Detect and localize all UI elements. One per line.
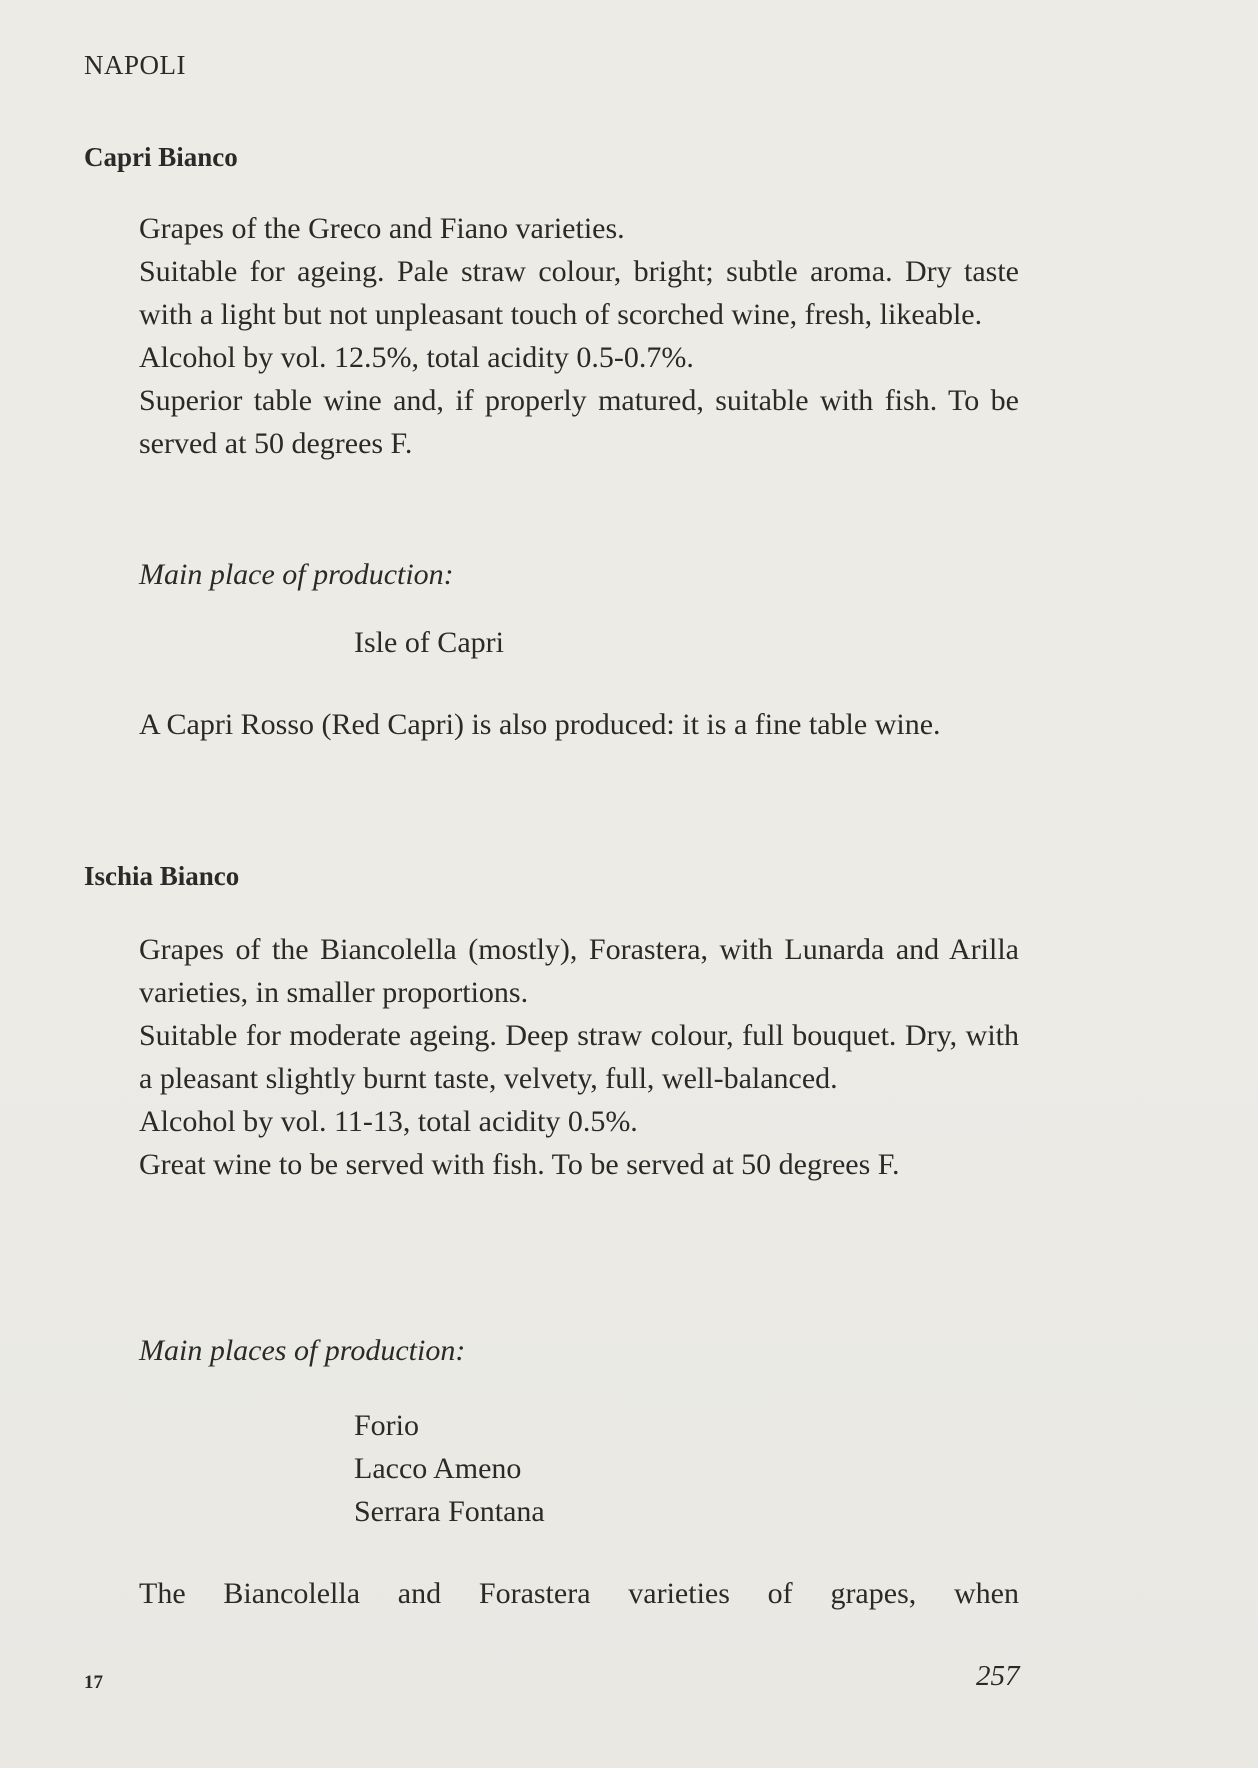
paragraph: Great wine to be served with fish. To be served at 50 degrees F. <box>139 1148 900 1181</box>
place-item: Serrara Fontana <box>354 1495 545 1528</box>
page-number: 257 <box>976 1660 1020 1692</box>
production-places-list <box>354 1404 545 1533</box>
capri-rosso-note <box>139 703 1019 746</box>
ischia-bianco-description <box>139 928 1019 1186</box>
place-item: Forio <box>354 1409 420 1442</box>
production-label: Main place of production: <box>139 558 454 591</box>
paragraph: Alcohol by vol. 12.5%, total acidity 0.5-0.7%. <box>139 341 694 374</box>
section-heading-ischia-bianco: Ischia Bianco <box>84 861 240 891</box>
paragraph: A Capri Rosso (Red Capri) is also produced: it is a fine table wine. <box>139 708 941 741</box>
signature-mark: 17 <box>84 1672 103 1693</box>
place-item: Isle of Capri <box>354 626 504 659</box>
paragraph: The Biancolella and Forastera varieties of grapes, when <box>139 1577 1019 1610</box>
paragraph: Alcohol by vol. 11-13, total acidity 0.5%. <box>139 1105 638 1138</box>
running-head: NAPOLI <box>84 50 186 80</box>
paragraph: Superior table wine and, if properly matured, suitable with fish. To be served at 50 degrees F. <box>139 384 1019 460</box>
ischia-continuation-note <box>139 1572 1019 1615</box>
paragraph: Suitable for ageing. Pale straw colour, bright; subtle aroma. Dry taste with a light but not unpleasant touch of scorched wine, fresh, likeable. <box>139 255 1019 331</box>
production-label: Main places of production: <box>139 1334 466 1367</box>
paragraph: Suitable for moderate ageing. Deep straw colour, full bouquet. Dry, with a pleasant slightly burnt taste, velvety, full, well-balanced. <box>139 1019 1019 1095</box>
production-places-list <box>354 621 504 664</box>
paragraph: Grapes of the Biancolella (mostly), Forastera, with Lunarda and Arilla varieties, in smaller proportions. <box>139 933 1019 1009</box>
section-heading-capri-bianco: Capri Bianco <box>84 142 238 172</box>
capri-bianco-description <box>139 207 1019 465</box>
paragraph: Grapes of the Greco and Fiano varieties. <box>139 212 625 245</box>
place-item: Lacco Ameno <box>354 1452 522 1485</box>
